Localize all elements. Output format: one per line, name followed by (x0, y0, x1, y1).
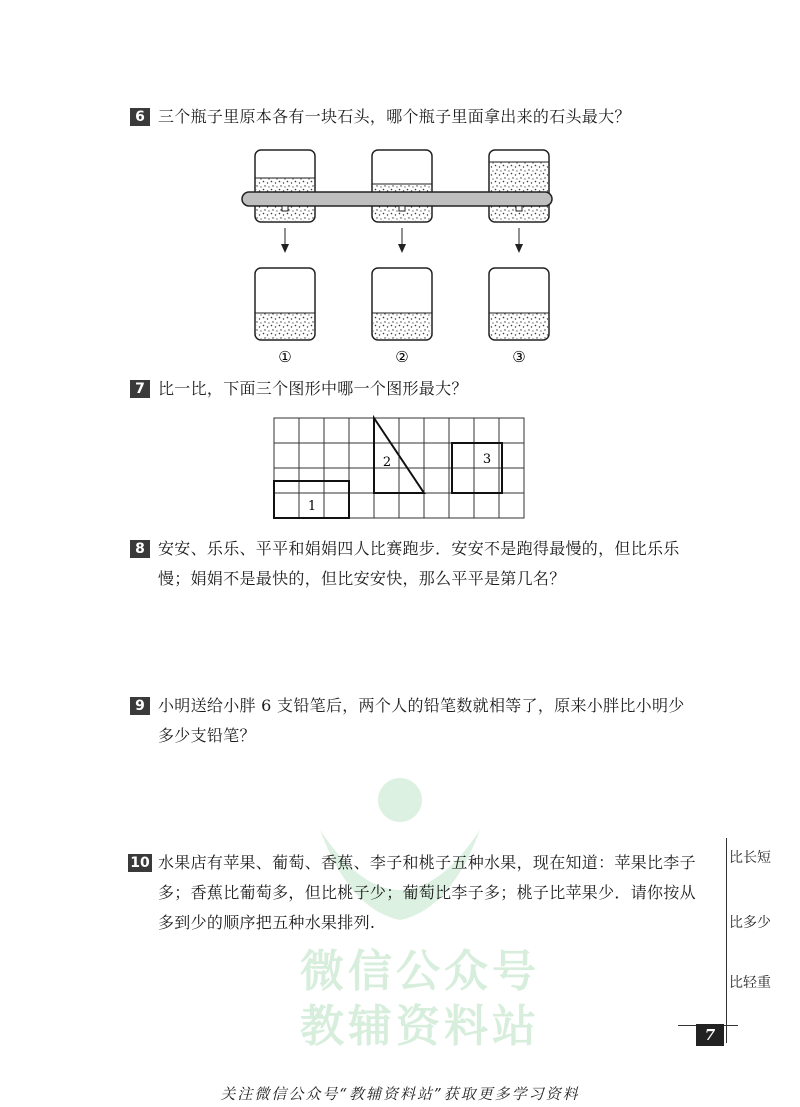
question-8-number: 8 (130, 540, 150, 558)
shape-label-3: 3 (482, 452, 492, 467)
question-9-number: 9 (130, 697, 150, 715)
sidebar-item-compare-weight: 比轻重 (729, 975, 771, 991)
question-10-number: 10 (128, 854, 152, 872)
question-6-text: 三个瓶子里原本各有一块石头，哪个瓶子里面拿出来的石头最大？ (158, 107, 631, 126)
question-10-line2: 多；香蕉比葡萄多，但比桃子少；葡萄比李子多；桃子比苹果少．请你按从 (158, 883, 696, 902)
sidebar-divider (726, 838, 727, 1043)
question-8-line1: 安安、乐乐、平平和娟娟四人比赛跑步．安安不是跑得最慢的，但比乐乐 (158, 539, 680, 558)
question-9-line1: 小明送给小胖 6 支铅笔后，两个人的铅笔数就相等了，原来小胖比小明少 (158, 696, 685, 715)
question-7-text: 比一比，下面三个图形中哪一个图形最大？ (158, 379, 468, 398)
bottle-label-3: ③ (512, 348, 526, 366)
watermark-line1: 微信公众号 (300, 946, 540, 997)
question-6-number: 6 (130, 108, 150, 126)
sidebar-item-compare-quantity: 比多少 (729, 915, 771, 931)
bottle-label-2: ② (395, 348, 409, 366)
footer-note: 关注微信公众号“教辅资料站”获取更多学习资料 (220, 1085, 580, 1103)
sidebar-item-compare-length: 比长短 (729, 850, 771, 866)
question-10-line1: 水果店有苹果、葡萄、香蕉、李子和桃子五种水果，现在知道：苹果比李子 (158, 853, 696, 872)
shape-label-1: 1 (307, 499, 317, 514)
page-number: 7 (696, 1024, 724, 1046)
shape-label-2: 2 (382, 455, 392, 470)
question-7-number: 7 (130, 380, 150, 398)
watermark-line2: 教辅资料站 (300, 1001, 540, 1052)
question-10-line3: 多到少的顺序把五种水果排列. (158, 913, 376, 932)
figure-6-bottles (230, 140, 570, 375)
question-9-line2: 多少支铅笔？ (158, 726, 256, 745)
bottle-label-1: ① (278, 348, 292, 366)
question-8-line2: 慢；娟娟不是最快的，但比安安快，那么平平是第几名？ (158, 569, 566, 588)
figure-7-grid (274, 418, 534, 523)
